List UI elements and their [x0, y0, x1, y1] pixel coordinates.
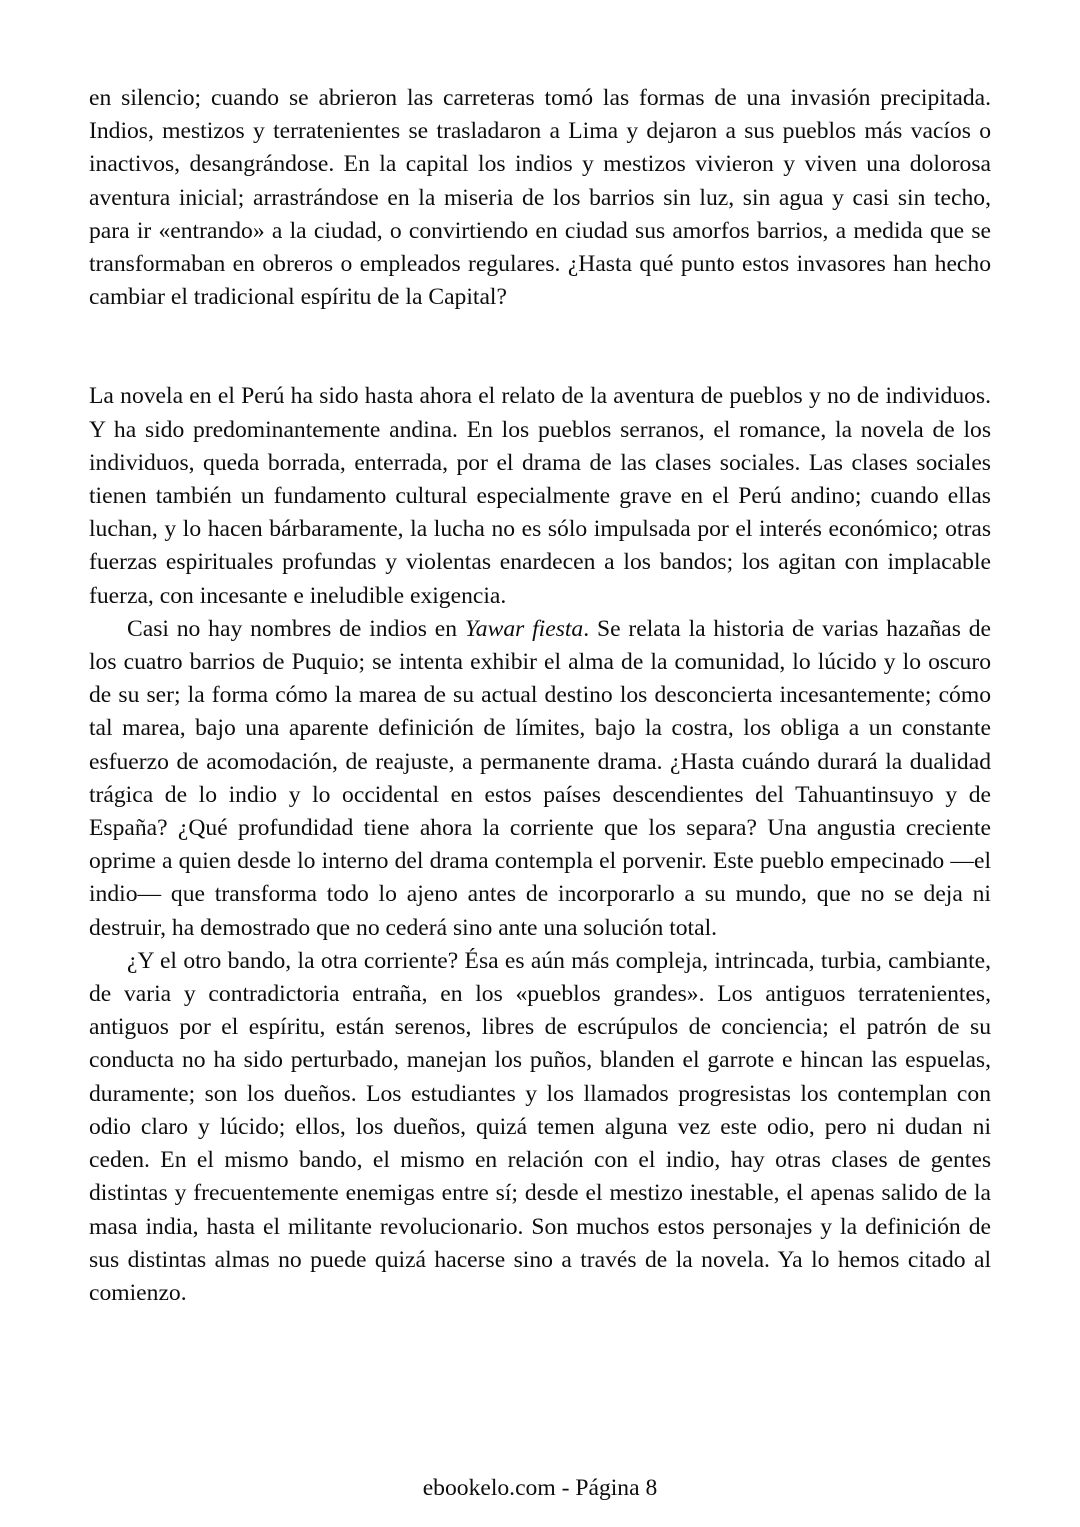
paragraph-otro-bando: ¿Y el otro bando, la otra corriente? Ésa es aún más compleja, intrincada, turbia, cambiante, de varia y contradictoria entraña, en los «pueblos grandes». Los antiguos terratenientes, antiguos por el espíritu, están serenos, libres de escrúpulos de conciencia; el patrón de su conducta no ha sido perturbado, manejan los puños, blanden el garrote e hincan las espuelas, duramente; son los dueños. Los estudiantes y los llamados progresistas los contemplan con odio claro y lúcido; ellos, los dueños, quizá temen alguna vez este odio, pero ni dudan ni ceden. En el mismo bando, el mismo en relación con el indio, hay otras clases de gentes distintas y frecuentemente enemigas entre sí; desde el mestizo inestable, el apenas salido de la masa india, hasta el militante revolucionario. Son muchos estos personajes y la definición de sus distintas almas no puede quizá hacerse sino a través de la novela. Ya lo hemos citado al comienzo. — [89, 947, 991, 1306]
paragraph-continuation: en silencio; cuando se abrieron las carreteras tomó las formas de una invasión precipitada. Indios, mestizos y terratenientes se trasladaron a Lima y dejaron a sus pueblos más vacíos o inactivos, desangrándose. En la capital los indios y mestizos vivieron y viven una dolorosa aventura inicial; arrastrándose en la miseria de los barrios sin luz, sin agua y casi sin techo, para ir «entrando» a la ciudad, o convirtiendo en ciudad sus amorfos barrios, a medida que se transformaban en obreros o empleados regulares. ¿Hasta qué punto estos invasores han hecho cambiar el tradicional espíritu de la Capital? — [89, 85, 991, 311]
page-footer: ebookelo.com - Página 8 — [422, 1475, 658, 1501]
page-content — [89, 82, 991, 1310]
paragraph-text-rest: . Se relata la historia de varias hazañas de los cuatro barrios de Puquio; se intenta exhibir el alma de la comunidad, lo lúcido y lo oscuro de su ser; la forma cómo la marea de su actual destino los desconcierta incesantemente; cómo tal marea, bajo una aparente definición de límites, bajo la costra, los obliga a un constante esfuerzo de acomodación, de reajuste, a permanente drama. ¿Hasta cuándo durará la dualidad trágica de lo indio y lo occidental en estos países descendientes del Tahuantinsuyo y de España? ¿Qué profundidad tiene ahora la corriente que los separa? Una angustia creciente oprime a quien desde lo interno del drama contempla el porvenir. Este pueblo empecinado —el indio— que transforma todo lo ajeno antes de incorporarlo a su mundo, que no se deja ni destruir, ha demostrado que no cederá sino ante una solución total. — [89, 615, 991, 941]
section-break — [89, 314, 991, 380]
paragraph-yawar-fiesta — [89, 613, 991, 945]
paragraph-text-lead: Casi no hay nombres de indios en — [127, 615, 465, 642]
book-title-yawar-fiesta: Yawar fiesta — [464, 615, 584, 642]
paragraph-novela-peru: La novela en el Perú ha sido hasta ahora el relato de la aventura de pueblos y no de individuos. Y ha sido predominantemente andina. En los pueblos serranos, el romance, la novela de los individuos, queda borrada, enterrada, por el drama de las clases sociales. Las clases sociales tienen también un fundamento cultural especialmente grave en el Perú andino; cuando ellas luchan, y lo hacen bárbaramente, la lucha no es sólo impulsada por el interés económico; otras fuerzas espirituales profundas y violentas enardecen a los bandos; los agitan con implacable fuerza, con incesante e ineludible exigencia. — [89, 383, 991, 609]
